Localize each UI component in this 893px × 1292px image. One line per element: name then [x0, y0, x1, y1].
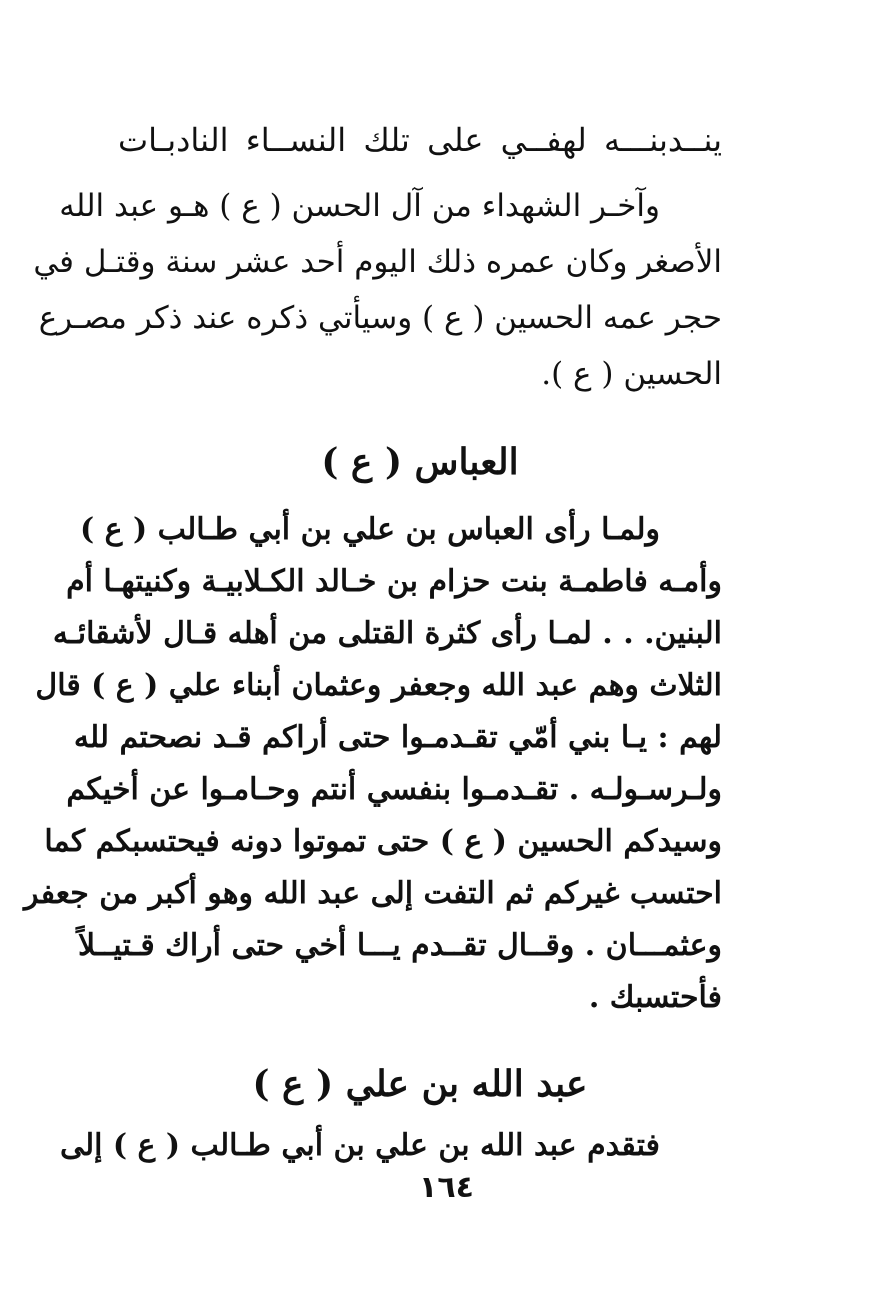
- paragraph-2-line-8: احتسب غيركم ثم التفت إلى عبد الله وهو أكبر من جعفر: [24, 876, 722, 911]
- paragraph-2-line-1: ولمـا رأى العباس بن علي بن أبي طـالب ( ع ): [79, 512, 660, 547]
- paragraph-2-line-4: الثلاث وهم عبد الله وجعفر وعثمان أبناء علي ( ع ) قال: [35, 668, 722, 703]
- paragraph-3-line-1: فتقدم عبد الله بن علي بن أبي طـالب ( ع ) إلى: [59, 1128, 660, 1163]
- paragraph-1-line-2: الأصغر وكان عمره ذلك اليوم أحد عشر سنة وقتـل في: [33, 244, 722, 280]
- paragraph-2-line-10: فأحتسبك .: [588, 980, 722, 1015]
- verse-line: ينــدبنـــه لهفــي على تلك النســاء النادبـات: [118, 121, 722, 159]
- paragraph-2-line-2: وأمـه فاطمـة بنت حزام بن خـالد الكـلابيـة وكنيتهـا أم: [66, 564, 722, 599]
- paragraph-2-line-7: وسيدكم الحسين ( ع ) حتى تموتوا دونه فيحتسبكم كما: [44, 824, 722, 859]
- paragraph-2: [24, 504, 722, 1024]
- paragraph-2-line-6: ولـرسـولـه . تقـدمـوا بنفسي أنتم وحـامـوا عن أخيكم: [66, 772, 722, 807]
- paragraph-1-line-1: وآخـر الشهداء من آل الحسن ( ع ) هـو عبد الله: [59, 188, 660, 224]
- paragraph-2-line-5: لهم : يـا بني أمّي تقـدمـوا حتى أراكم قـد نصحتم لله: [73, 720, 722, 755]
- paragraph-2-line-9: وعثمـــان . وقــال تقــدم يـــا أخي حتى أراك قـتيــلاً: [77, 928, 722, 963]
- paragraph-1: [33, 178, 722, 402]
- page-content: [24, 112, 722, 1174]
- page-number: ١٦٤: [419, 1170, 474, 1205]
- section-heading-abdullah: عبد الله بن علي ( ع ): [252, 1063, 588, 1105]
- paragraph-3: [59, 1118, 722, 1174]
- paragraph-1-line-3: حجر عمه الحسين ( ع ) وسيأتي ذكره عند ذكر مصـرع: [38, 300, 722, 336]
- section-heading-abbas: العباس ( ع ): [321, 441, 519, 483]
- paragraph-1-line-4: الحسين ( ع ).: [541, 356, 722, 392]
- paragraph-2-line-3: البنين. . . لمـا رأى كثرة القتلى من أهله قـال لأشقائـه: [52, 616, 722, 651]
